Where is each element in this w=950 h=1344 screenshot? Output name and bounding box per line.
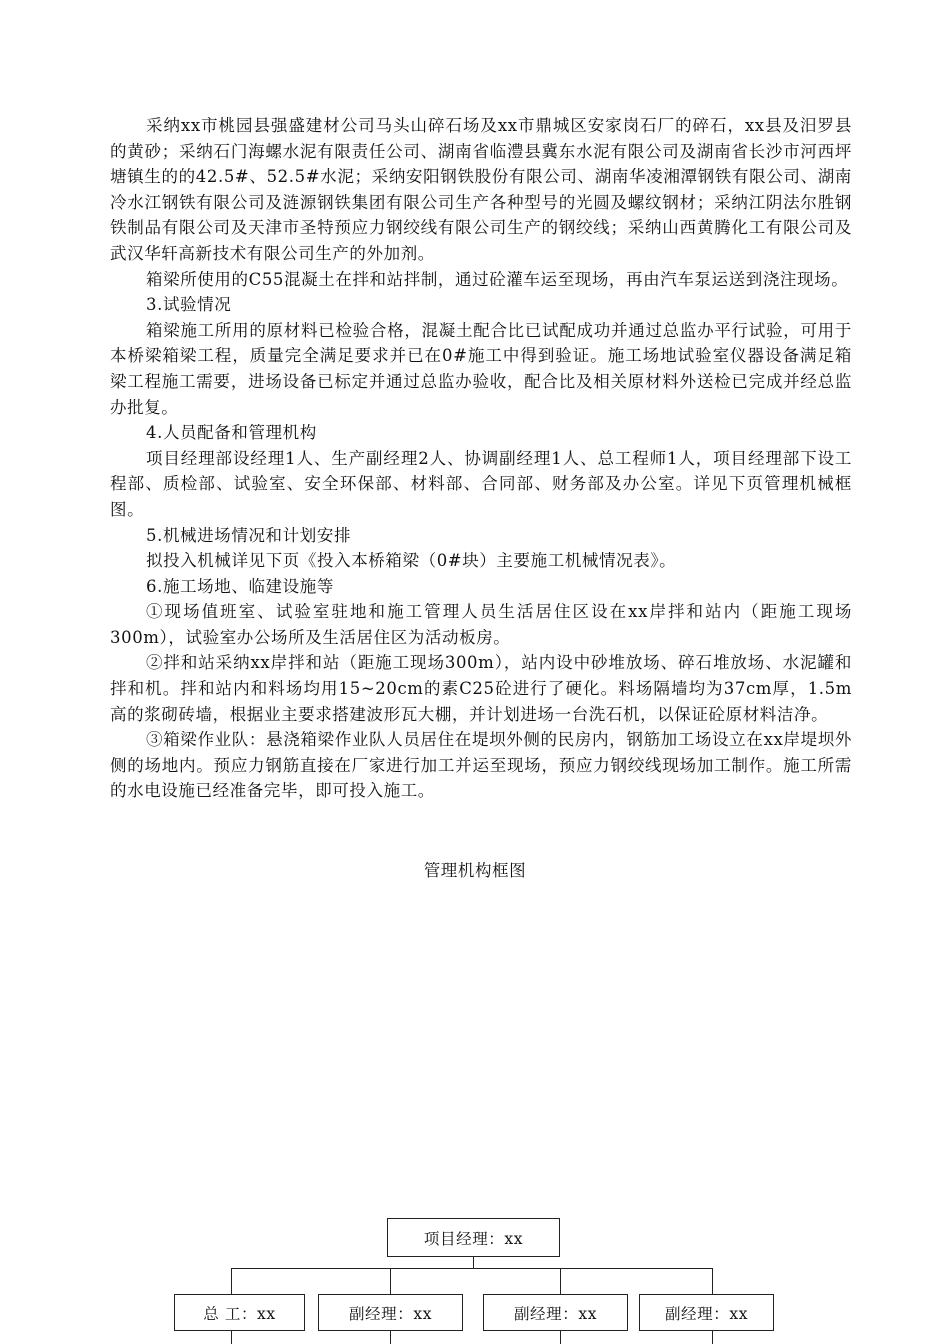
org-connector [712, 1268, 713, 1294]
org-connector [712, 1331, 713, 1344]
heading-site: 6.施工场地、临建设施等 [146, 576, 334, 596]
org-box-project-manager: 项目经理：xx [387, 1218, 560, 1257]
org-box-chief-engineer: 总 工：xx [174, 1294, 305, 1331]
paragraph-site-2: ②拌和站采纳xx岸拌和站（距施工现场300m），站内设中砂堆放场、碎石堆放场、水泥罐和拌和机。拌和站内和料场均用15~20cm的素C25砼进行了硬化。料场隔墙均为37cm厚，1.5m高的浆砌砖墙，根据业主要求搭建波形瓦大棚，并计划进场一台洗石机，以保证砼原材料洁净。 [110, 653, 852, 724]
paragraph-materials: 采纳xx市桃园县强盛建材公司马头山碎石场及xx市鼎城区安家岗石厂的碎石，xx县及汨罗县的黄砂；采纳石门海螺水泥有限责任公司、湖南省临澧县冀东水泥有限公司及湖南省长沙市河西坪塘镇生的的42.5#、52.5#水泥；采纳安阳钢铁股份有限公司、湖南华凌湘潭钢铁有限公司、湖南冷水江钢铁有限公司及涟源钢铁集团有限公司生产各种型号的光圆及螺纹钢材；采纳江阴法尔胜钢铁制品有限公司及天津市圣特预应力钢绞线有限公司生产的钢绞线；采纳山西黄腾化工有限公司及武汉华轩高新技术有限公司生产的外加剂。 [110, 116, 852, 263]
heading-staff: 4.人员配备和管理机构 [146, 423, 317, 443]
paragraph-site-1: ①现场值班室、试验室驻地和施工管理人员生活居住区设在xx岸拌和站内（距施工现场300m），试验室办公场所及生活居住区为活动板房。 [110, 602, 852, 647]
org-box-deputy-manager-1: 副经理：xx [318, 1294, 463, 1331]
org-connector [231, 1331, 232, 1344]
org-box-deputy-manager-3: 副经理：xx [639, 1294, 774, 1331]
org-box-deputy-manager-2: 副经理：xx [483, 1294, 628, 1331]
org-connector [560, 1268, 561, 1294]
body-text [110, 113, 852, 804]
heading-machinery: 5.机械进场情况和计划安排 [146, 525, 352, 545]
org-connector [390, 1331, 391, 1344]
paragraph-machinery: 拟投入机械详见下页《投入本桥箱梁（0#块）主要施工机械情况表》。 [146, 551, 677, 571]
paragraph-test: 箱梁施工所用的原材料已检验合格，混凝土配合比已试配成功并通过总监办平行试验，可用于本桥梁箱梁工程，质量完全满足要求并已在0#施工中得到验证。施工场地试验室仪器设备满足箱梁工程施工需要，进场设备已标定并通过总监办验收，配合比及相关原材料外送检已完成并经总监办批复。 [110, 320, 852, 417]
chart-caption: 管理机构框图 [423, 861, 527, 880]
org-connector [231, 1268, 232, 1294]
org-connector [390, 1268, 391, 1294]
paragraph-staff: 项目经理部设经理1人、生产副经理2人、协调副经理1人、总工程师1人，项目经理部下设工程部、质检部、试验室、安全环保部、材料部、合同部、财务部及办公室。详见下页管理机械框图。 [110, 448, 852, 519]
org-connector [231, 1268, 713, 1269]
paragraph-site-3: ③箱梁作业队：悬浇箱梁作业队人员居住在堤坝外侧的民房内，钢筋加工场设立在xx岸堤坝外侧的场地内。预应力钢筋直接在厂家进行加工并运至现场，预应力钢绞线现场加工制作。施工所需的水电设施已经准备完毕，即可投入施工。 [110, 730, 852, 801]
org-connector [560, 1331, 561, 1344]
paragraph-concrete: 箱梁所使用的C55混凝土在拌和站拌制，通过砼灌车运至现场，再由汽车泵运送到浇注现场。 [146, 269, 849, 289]
heading-test: 3.试验情况 [146, 295, 232, 315]
